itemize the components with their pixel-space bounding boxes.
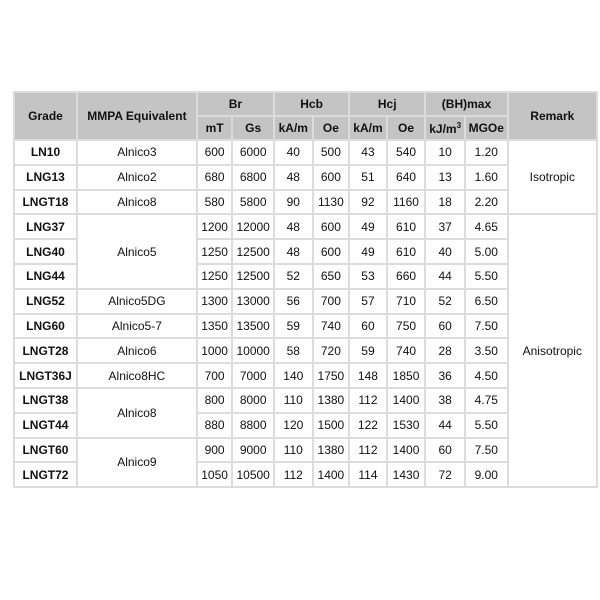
cell-hcb-oe: 700 (313, 289, 350, 314)
cell-hcj-oe: 610 (387, 214, 426, 239)
table-row (14, 214, 597, 239)
cell-grade: LNG40 (14, 239, 77, 264)
cell-hcb-kam: 58 (274, 338, 313, 363)
cell-hcb-kam: 48 (274, 165, 313, 190)
cell-bh-mgoe: 6.50 (465, 289, 508, 314)
cell-mmpa: Alnico8HC (77, 363, 197, 388)
cell-br-mt: 1250 (197, 264, 233, 289)
cell-hcb-kam: 40 (274, 140, 313, 165)
cell-mmpa: Alnico3 (77, 140, 197, 165)
table-body (14, 140, 597, 487)
cell-bh-kjm: 28 (425, 338, 465, 363)
cell-hcb-kam: 140 (274, 363, 313, 388)
cell-bh-mgoe: 4.75 (465, 388, 508, 413)
cell-bh-mgoe: 9.00 (465, 462, 508, 487)
cell-hcj-kam: 57 (349, 289, 387, 314)
header-row-1 (14, 92, 597, 116)
cell-br-mt: 700 (197, 363, 233, 388)
cell-bh-mgoe: 4.65 (465, 214, 508, 239)
cell-hcj-oe: 610 (387, 239, 426, 264)
cell-mmpa: Alnico5-7 (77, 314, 197, 339)
cell-hcj-kam: 43 (349, 140, 387, 165)
cell-br-gs: 10000 (232, 338, 274, 363)
cell-br-mt: 800 (197, 388, 233, 413)
cell-bh-kjm: 52 (425, 289, 465, 314)
header-br-gs: Gs (232, 116, 274, 140)
cell-hcj-oe: 1850 (387, 363, 426, 388)
cell-br-gs: 8000 (232, 388, 274, 413)
header-hcb-oe: Oe (313, 116, 350, 140)
cell-hcj-oe: 710 (387, 289, 426, 314)
cell-br-gs: 10500 (232, 462, 274, 487)
cell-hcb-kam: 90 (274, 190, 313, 215)
cell-bh-kjm: 38 (425, 388, 465, 413)
cell-hcj-kam: 114 (349, 462, 387, 487)
cell-hcb-kam: 110 (274, 388, 313, 413)
header-bh-kjm (425, 116, 465, 140)
cell-bh-mgoe: 7.50 (465, 314, 508, 339)
cell-bh-kjm: 18 (425, 190, 465, 215)
cell-hcj-oe: 1160 (387, 190, 426, 215)
cell-hcb-kam: 120 (274, 413, 313, 438)
cell-hcj-kam: 49 (349, 239, 387, 264)
cell-bh-kjm: 13 (425, 165, 465, 190)
cell-br-mt: 680 (197, 165, 233, 190)
cell-hcb-oe: 1500 (313, 413, 350, 438)
cell-hcb-oe: 1750 (313, 363, 350, 388)
cell-hcj-oe: 1400 (387, 388, 426, 413)
cell-br-gs: 6000 (232, 140, 274, 165)
cell-hcj-oe: 1430 (387, 462, 426, 487)
cell-mmpa: Alnico8 (77, 388, 197, 438)
cell-br-gs: 8800 (232, 413, 274, 438)
header-remark: Remark (508, 92, 597, 140)
cell-hcb-kam: 48 (274, 214, 313, 239)
cell-hcb-kam: 59 (274, 314, 313, 339)
header-bh-kjm-text: kJ/m (429, 121, 457, 136)
cell-br-mt: 580 (197, 190, 233, 215)
cell-hcb-kam: 56 (274, 289, 313, 314)
cell-bh-kjm: 44 (425, 264, 465, 289)
cell-bh-kjm: 10 (425, 140, 465, 165)
cell-br-mt: 1000 (197, 338, 233, 363)
cell-hcj-kam: 59 (349, 338, 387, 363)
cell-hcj-kam: 148 (349, 363, 387, 388)
header-bhmax: (BH)max (425, 92, 507, 116)
alnico-grades-table (13, 91, 598, 488)
cell-hcj-kam: 112 (349, 438, 387, 463)
cell-hcj-oe: 1400 (387, 438, 426, 463)
cell-hcb-oe: 650 (313, 264, 350, 289)
cell-bh-mgoe: 1.60 (465, 165, 508, 190)
cell-remark-anisotropic: Anisotropic (508, 214, 597, 487)
cell-bh-mgoe: 5.00 (465, 239, 508, 264)
header-hcj: Hcj (349, 92, 425, 116)
cell-hcb-kam: 110 (274, 438, 313, 463)
cell-br-mt: 1200 (197, 214, 233, 239)
cell-mmpa: Alnico5DG (77, 289, 197, 314)
cell-grade: LNGT72 (14, 462, 77, 487)
cell-hcj-kam: 53 (349, 264, 387, 289)
cell-br-gs: 7000 (232, 363, 274, 388)
cell-hcb-kam: 48 (274, 239, 313, 264)
cell-br-gs: 12500 (232, 239, 274, 264)
cell-bh-kjm: 37 (425, 214, 465, 239)
cell-br-gs: 6800 (232, 165, 274, 190)
cell-hcb-kam: 112 (274, 462, 313, 487)
cell-grade: LNGT60 (14, 438, 77, 463)
header-bh-kjm-sup: 3 (456, 120, 462, 130)
cell-grade: LNG13 (14, 165, 77, 190)
cell-hcj-kam: 92 (349, 190, 387, 215)
cell-hcj-oe: 740 (387, 338, 426, 363)
cell-grade: LNG60 (14, 314, 77, 339)
cell-remark-isotropic: Isotropic (508, 140, 597, 214)
cell-mmpa: Alnico2 (77, 165, 197, 190)
header-bh-mgoe: MGOe (465, 116, 508, 140)
cell-bh-mgoe: 4.50 (465, 363, 508, 388)
cell-br-gs: 12500 (232, 264, 274, 289)
cell-br-gs: 13500 (232, 314, 274, 339)
header-br-mt: mT (197, 116, 233, 140)
cell-mmpa: Alnico9 (77, 438, 197, 488)
header-hcj-kam: kA/m (349, 116, 387, 140)
cell-grade: LNGT18 (14, 190, 77, 215)
cell-mmpa: Alnico6 (77, 338, 197, 363)
cell-mmpa: Alnico8 (77, 190, 197, 215)
cell-hcb-oe: 600 (313, 214, 350, 239)
cell-bh-mgoe: 5.50 (465, 413, 508, 438)
cell-bh-mgoe: 7.50 (465, 438, 508, 463)
header-hcb: Hcb (274, 92, 349, 116)
header-hcb-kam: kA/m (274, 116, 313, 140)
cell-grade: LN10 (14, 140, 77, 165)
cell-hcb-oe: 1380 (313, 388, 350, 413)
cell-br-gs: 9000 (232, 438, 274, 463)
cell-hcj-kam: 49 (349, 214, 387, 239)
cell-grade: LNGT36J (14, 363, 77, 388)
cell-hcj-oe: 1530 (387, 413, 426, 438)
cell-grade: LNGT44 (14, 413, 77, 438)
cell-hcj-kam: 51 (349, 165, 387, 190)
cell-hcj-oe: 540 (387, 140, 426, 165)
cell-hcb-oe: 600 (313, 239, 350, 264)
cell-bh-mgoe: 5.50 (465, 264, 508, 289)
cell-hcj-kam: 60 (349, 314, 387, 339)
cell-bh-mgoe: 2.20 (465, 190, 508, 215)
cell-bh-kjm: 36 (425, 363, 465, 388)
cell-hcb-oe: 1130 (313, 190, 350, 215)
cell-grade: LNGT38 (14, 388, 77, 413)
cell-hcb-oe: 1400 (313, 462, 350, 487)
cell-br-mt: 1050 (197, 462, 233, 487)
cell-hcb-oe: 740 (313, 314, 350, 339)
cell-hcb-oe: 500 (313, 140, 350, 165)
cell-br-gs: 13000 (232, 289, 274, 314)
cell-mmpa: Alnico5 (77, 214, 197, 288)
cell-hcj-oe: 660 (387, 264, 426, 289)
cell-bh-kjm: 44 (425, 413, 465, 438)
cell-hcb-oe: 720 (313, 338, 350, 363)
cell-grade: LNG37 (14, 214, 77, 239)
cell-br-gs: 5800 (232, 190, 274, 215)
cell-hcb-oe: 600 (313, 165, 350, 190)
cell-bh-kjm: 40 (425, 239, 465, 264)
cell-br-mt: 880 (197, 413, 233, 438)
cell-bh-kjm: 60 (425, 314, 465, 339)
cell-hcj-kam: 112 (349, 388, 387, 413)
table-row (14, 140, 597, 165)
cell-grade: LNG52 (14, 289, 77, 314)
header-grade: Grade (14, 92, 77, 140)
cell-hcb-kam: 52 (274, 264, 313, 289)
cell-br-mt: 600 (197, 140, 233, 165)
cell-hcj-oe: 640 (387, 165, 426, 190)
cell-grade: LNG44 (14, 264, 77, 289)
header-hcj-oe: Oe (387, 116, 426, 140)
header-mmpa: MMPA Equivalent (77, 92, 197, 140)
header-br: Br (197, 92, 274, 116)
cell-hcj-kam: 122 (349, 413, 387, 438)
cell-br-mt: 1350 (197, 314, 233, 339)
cell-grade: LNGT28 (14, 338, 77, 363)
cell-hcb-oe: 1380 (313, 438, 350, 463)
cell-br-gs: 12000 (232, 214, 274, 239)
cell-hcj-oe: 750 (387, 314, 426, 339)
cell-bh-kjm: 60 (425, 438, 465, 463)
cell-br-mt: 900 (197, 438, 233, 463)
cell-br-mt: 1250 (197, 239, 233, 264)
cell-br-mt: 1300 (197, 289, 233, 314)
cell-bh-mgoe: 3.50 (465, 338, 508, 363)
cell-bh-kjm: 72 (425, 462, 465, 487)
cell-bh-mgoe: 1.20 (465, 140, 508, 165)
